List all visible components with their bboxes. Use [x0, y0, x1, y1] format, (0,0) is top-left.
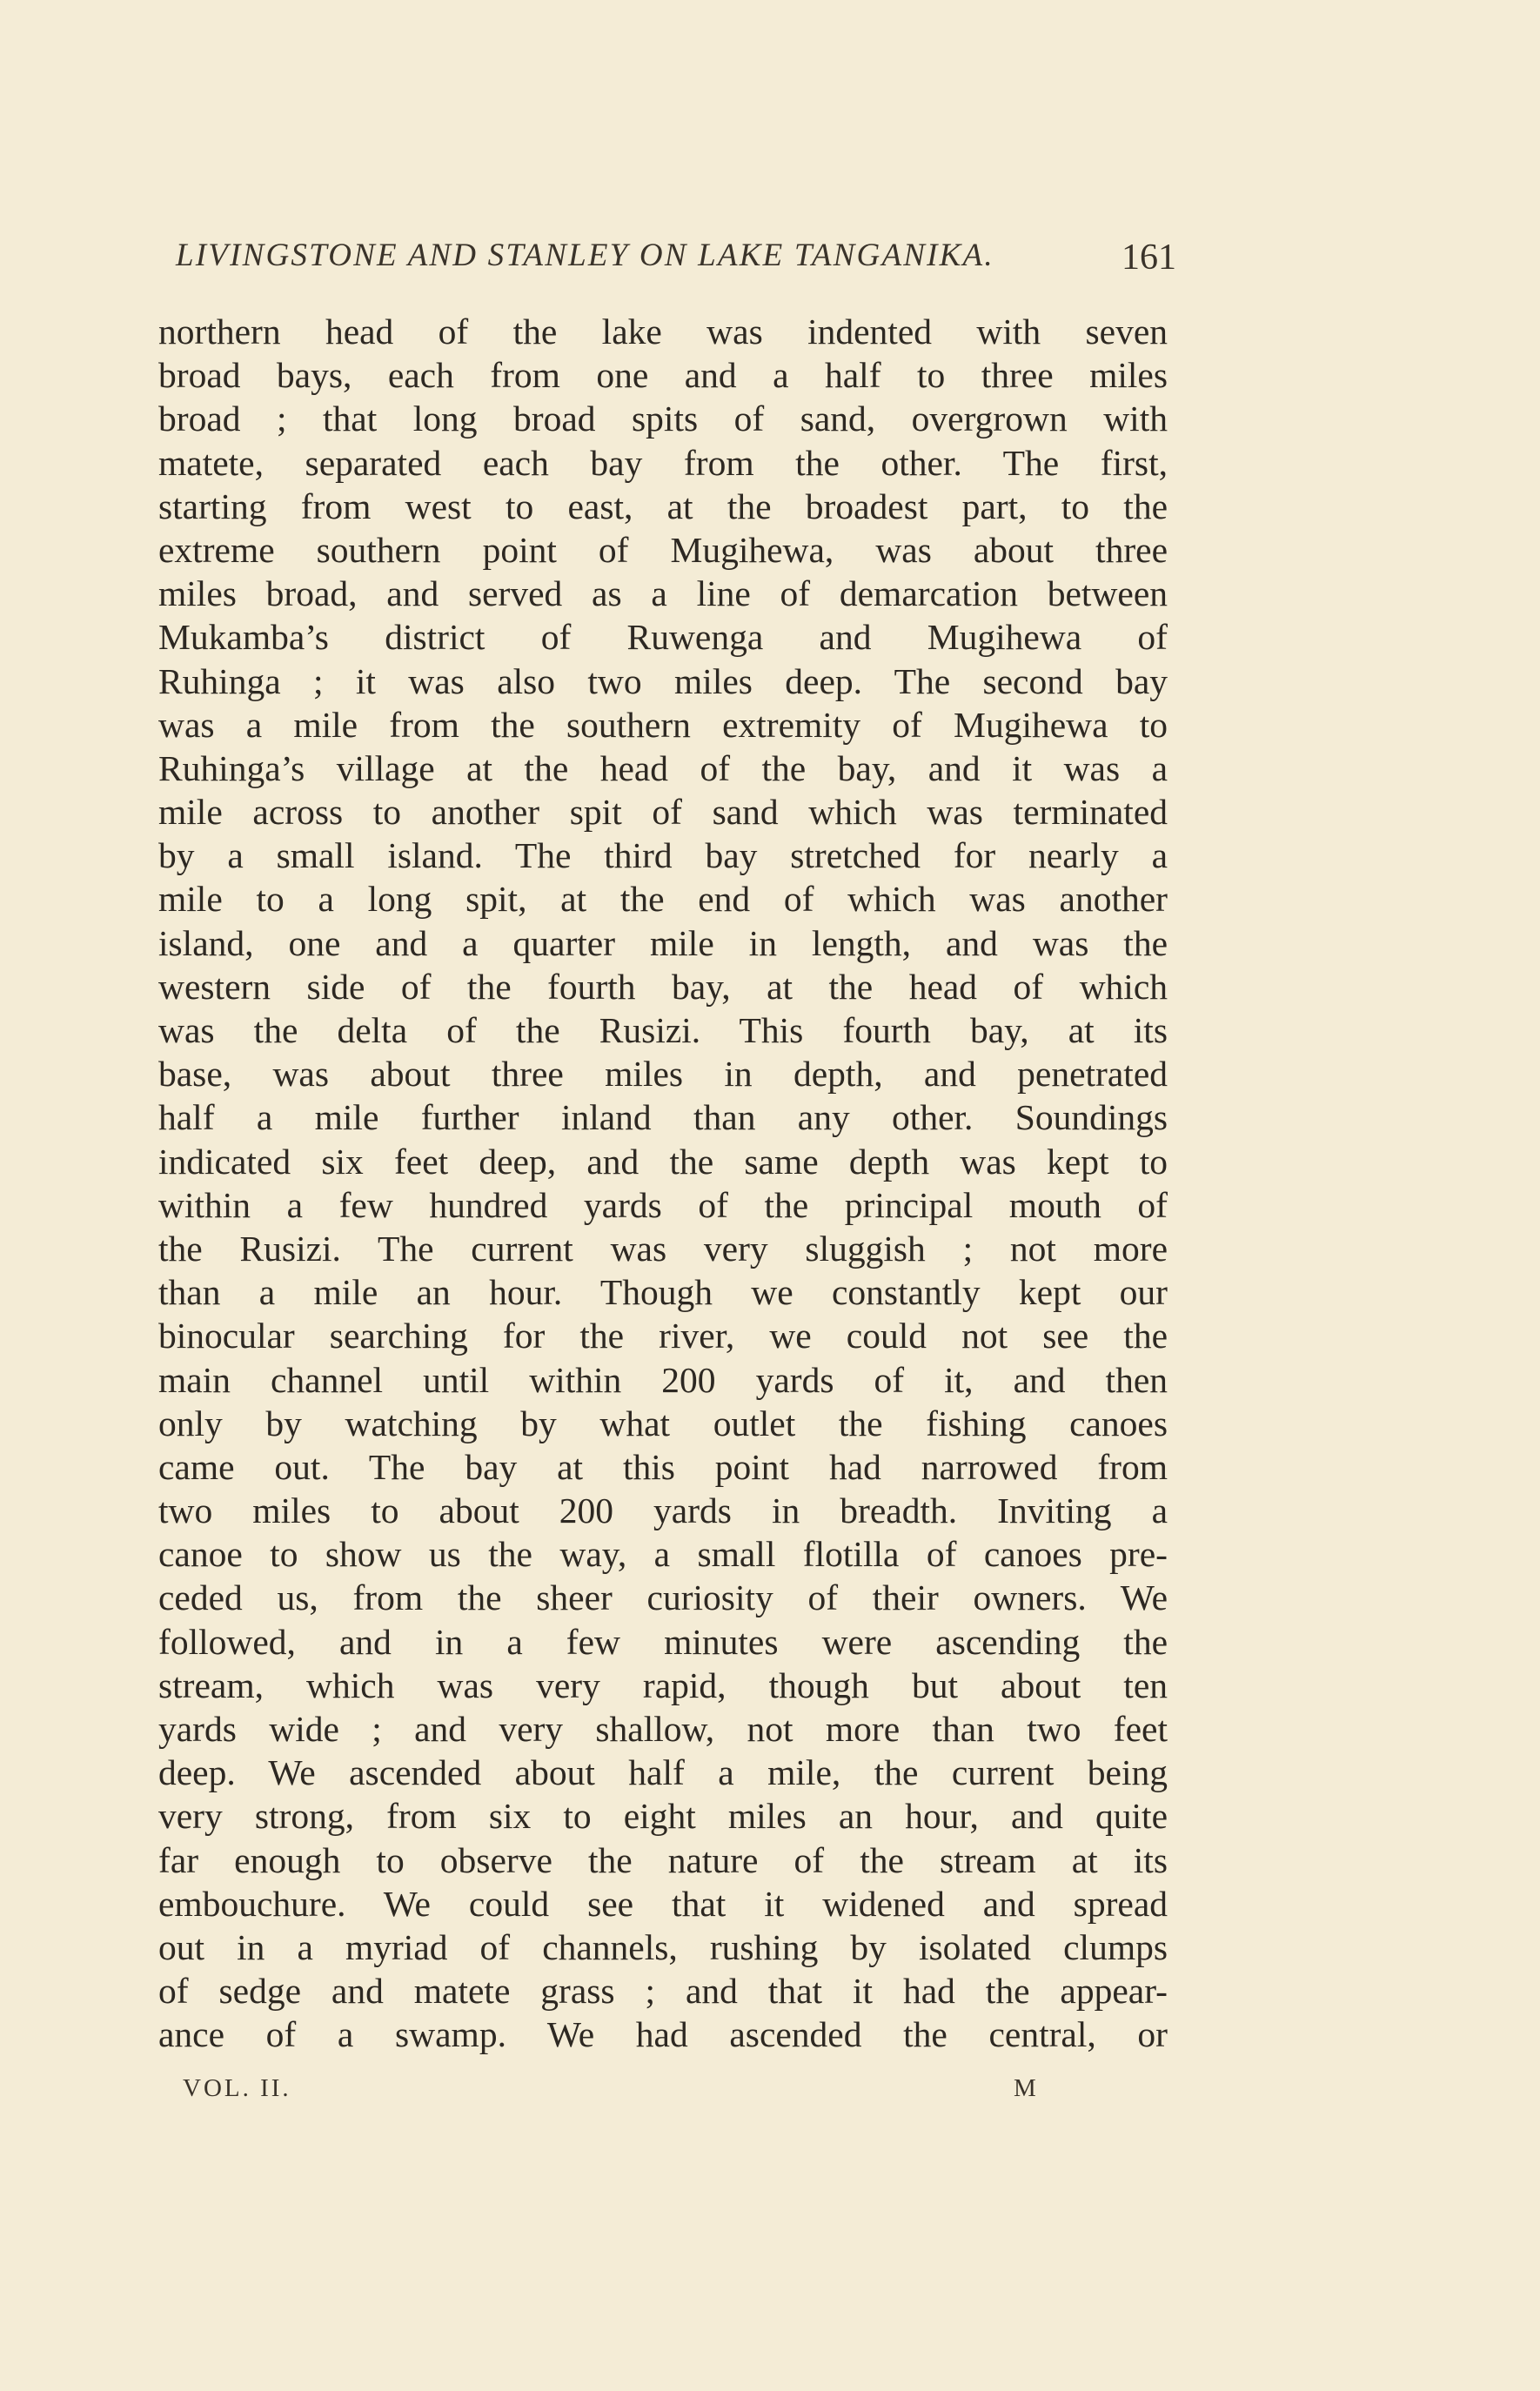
running-head [176, 237, 1176, 280]
text-line: canoe to show us the way, a small flotilla of canoes pre- [158, 1534, 1168, 1575]
text-line: island, one and a quarter mile in length, and was the [158, 922, 1168, 963]
text-line: broad bays, each from one and a half to three miles [158, 355, 1168, 396]
text-line: two miles to about 200 yards in breadth. Inviting a [158, 1490, 1168, 1531]
text-line: out in a myriad of channels, rushing by isolated clumps [158, 1926, 1168, 1967]
text-line: the Rusizi. The current was very sluggish ; not more [158, 1228, 1168, 1269]
page-number: 161 [1122, 238, 1176, 278]
running-title: LIVINGSTONE AND STANLEY ON LAKE TANGANIKA. [176, 238, 994, 273]
text-line: was a mile from the southern extremity of Mugihewa to [158, 704, 1168, 745]
text-line: embouchure. We could see that it widened and spread [158, 1883, 1168, 1924]
text-line: deep. We ascended about half a mile, the current being [158, 1752, 1168, 1793]
volume-mark: VOL. II. [183, 2074, 291, 2102]
text-line: ance of a swamp. We had ascended the central, or [158, 2014, 1168, 2055]
text-line: than a mile an hour. Though we constantly kept our [158, 1272, 1168, 1313]
text-line: indicated six feet deep, and the same depth was kept to [158, 1141, 1168, 1182]
signature-mark: M [1014, 2074, 1036, 2102]
text-line: followed, and in a few minutes were ascending the [158, 1621, 1168, 1662]
text-line: extreme southern point of Mugihewa, was about three [158, 529, 1168, 570]
text-line: main channel until within 200 yards of it, and then [158, 1359, 1168, 1400]
text-line: binocular searching for the river, we could not see the [158, 1316, 1168, 1356]
text-line: miles broad, and served as a line of demarcation between [158, 573, 1168, 614]
signature-line [183, 2074, 1053, 2113]
text-line: of sedge and matete grass ; and that it had the appear- [158, 1971, 1168, 2012]
text-line: came out. The bay at this point had narrowed from [158, 1446, 1168, 1487]
text-line: western side of the fourth bay, at the head of which [158, 966, 1168, 1007]
text-line: stream, which was very rapid, though but about ten [158, 1664, 1168, 1705]
text-line: northern head of the lake was indented with seven [158, 311, 1168, 352]
text-line: very strong, from six to eight miles an hour, and quite [158, 1796, 1168, 1837]
text-line: ceded us, from the sheer curiosity of their owners. We [158, 1577, 1168, 1618]
text-line: only by watching by what outlet the fishing canoes [158, 1403, 1168, 1443]
text-line: broad ; that long broad spits of sand, overgrown with [158, 398, 1168, 439]
text-line: matete, separated each bay from the other. The first, [158, 442, 1168, 483]
body-text [158, 310, 1168, 2057]
text-line: mile across to another spit of sand which was terminated [158, 792, 1168, 833]
text-line: base, was about three miles in depth, and penetrated [158, 1054, 1168, 1095]
text-line: Ruhinga ; it was also two miles deep. The second bay [158, 660, 1168, 701]
text-line: by a small island. The third bay stretched for nearly a [158, 835, 1168, 876]
text-line: yards wide ; and very shallow, not more than two feet [158, 1709, 1168, 1749]
text-line: far enough to observe the nature of the stream at its [158, 1839, 1168, 1880]
text-line: Mukamba’s district of Ruwenga and Mugihewa of [158, 617, 1168, 658]
text-line: mile to a long spit, at the end of which was another [158, 879, 1168, 920]
text-line: starting from west to east, at the broadest part, to the [158, 486, 1168, 526]
text-line: half a mile further inland than any other. Soundings [158, 1097, 1168, 1138]
text-line: was the delta of the Rusizi. This fourth bay, at its [158, 1010, 1168, 1050]
text-line: Ruhinga’s village at the head of the bay, and it was a [158, 747, 1168, 788]
text-line: within a few hundred yards of the principal mouth of [158, 1184, 1168, 1225]
